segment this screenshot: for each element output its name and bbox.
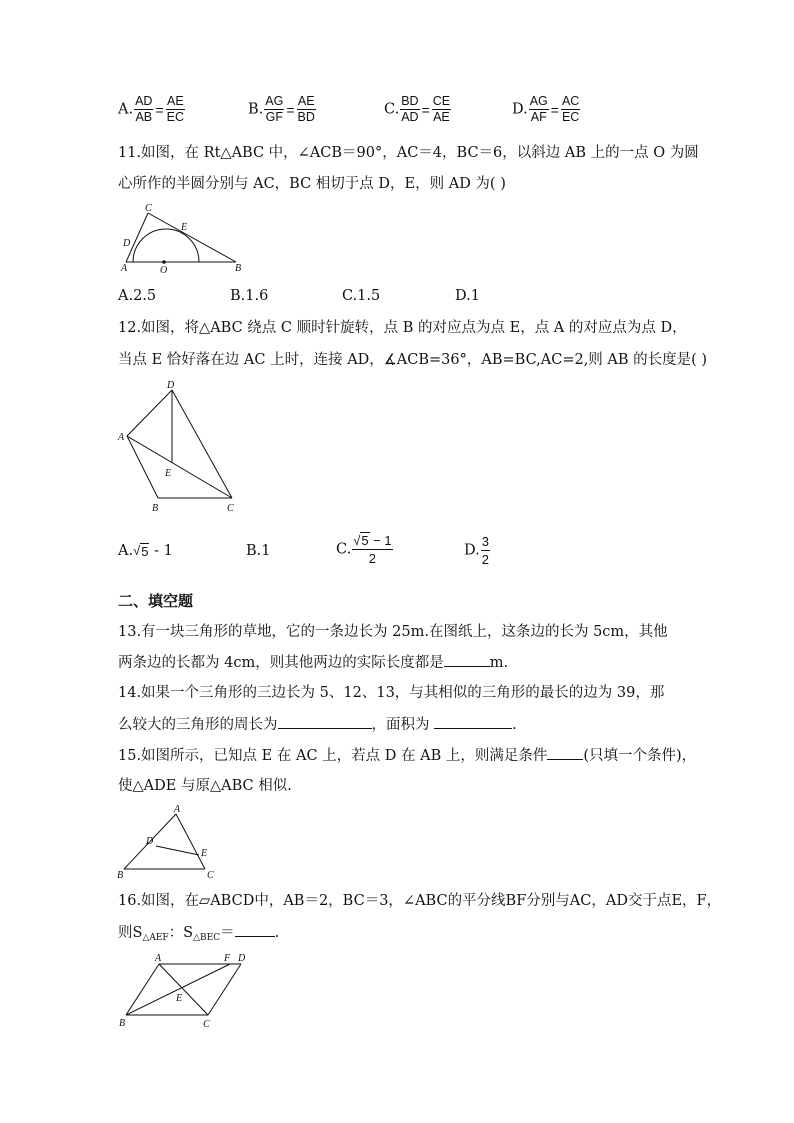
q15-figure: [112, 804, 222, 880]
q12-label-c: C: [227, 503, 234, 514]
q11-option-c: C.1.5: [342, 288, 381, 304]
option-label: B.: [248, 101, 264, 118]
numerator: CE: [432, 94, 451, 108]
q12-option-a: [118, 543, 173, 559]
q13-text: 两条边的长都为 4cm，则其他两边的实际长度都是: [118, 655, 444, 671]
q15-text-line2: 使△ADE 与原△ABC 相似.: [118, 778, 292, 794]
q12-label-b: B: [152, 503, 159, 514]
fraction: [134, 94, 153, 125]
q11-label-o: O: [160, 265, 168, 276]
q11-option-a: A.2.5: [118, 288, 157, 304]
option-label: C.: [384, 101, 400, 118]
numerator-suffix: − 1: [369, 533, 392, 548]
numerator: AD: [135, 94, 153, 108]
q16-text-line2: [118, 922, 279, 948]
section-title: 二、填空题: [118, 593, 194, 610]
q16-subscript-bec: △BEC: [193, 933, 221, 943]
radicand: 5: [141, 544, 149, 559]
equals-sign: ＝: [220, 925, 235, 941]
q15-text-line1: [118, 745, 696, 766]
q16-label-a: A: [155, 953, 162, 964]
denominator: AF: [530, 110, 547, 124]
numerator: AC: [561, 94, 580, 108]
q16-answer-blank[interactable]: [235, 922, 275, 937]
q10-option-d: [512, 94, 581, 125]
numerator: AG: [529, 94, 548, 108]
option-label: A.: [118, 543, 134, 559]
q15-label-d: D: [146, 836, 154, 847]
q11-label-c: C: [145, 203, 152, 214]
q11-text-line1: 11.如图，在 Rt△ABC 中，∠ACB＝90°，AC＝4，BC＝6，以斜边 AB 上的一点 O 为圆: [118, 145, 699, 161]
q11-label-b: B: [235, 263, 242, 274]
q12-option-c: [336, 532, 394, 567]
fraction: [400, 94, 419, 125]
q14-period: .: [512, 717, 517, 733]
radicand: 5: [361, 533, 369, 548]
numerator: AE: [297, 94, 315, 108]
q11-figure: [118, 202, 248, 276]
q16-label-e: E: [176, 993, 183, 1004]
q16-subscript-aef: △AEF: [142, 933, 169, 943]
numerator: AG: [265, 94, 284, 108]
q11-label-e: E: [181, 222, 188, 233]
q13-text-line2: [118, 652, 508, 673]
option-label: C.: [336, 541, 352, 558]
fraction: [432, 94, 451, 125]
q12-option-d: [464, 533, 491, 568]
denominator: EC: [561, 110, 580, 124]
q16-figure: [116, 950, 256, 1032]
q11-label-d: D: [123, 238, 131, 249]
denominator: 2: [481, 552, 489, 567]
option-label: D.: [464, 542, 480, 559]
numerator: 3: [481, 534, 489, 549]
q14-text: 么较大的三角形的周长为: [118, 717, 278, 733]
q15-condition-blank[interactable]: [547, 745, 583, 760]
option-suffix: - 1: [149, 543, 173, 559]
q10-option-b: [248, 94, 317, 125]
q11-text-line2: 心所作的半圆分别与 AC，BC 相切于点 D，E，则 AD 为( ): [118, 176, 506, 192]
q10-option-a: [118, 94, 186, 125]
q16-text-line1: 16.如图，在▱ABCD中，AB＝2，BC＝3，∠ABC的平分线BF分别与AC，AD交于点E，F，: [118, 893, 722, 909]
equals-sign: =: [421, 101, 430, 118]
equals-sign: =: [550, 101, 559, 118]
option-label: D.: [512, 101, 528, 118]
q14-text-mid: ，面积为: [371, 717, 435, 733]
q15-label-e: E: [201, 848, 208, 859]
q15-label-b: B: [117, 870, 124, 880]
q16-label-b: B: [119, 1018, 126, 1029]
q12-text-line1: 12.如图，将△ABC 绕点 C 顺时针旋转，点 B 的对应点为点 E，点 A 的对应点为点 D，: [118, 320, 687, 336]
fraction: [166, 94, 185, 125]
q15-label-a: A: [174, 804, 181, 815]
fraction: [561, 94, 580, 125]
denominator: AE: [433, 110, 450, 124]
q14-area-blank[interactable]: [434, 714, 512, 729]
q15-label-c: C: [207, 870, 214, 880]
q16-period: .: [274, 925, 280, 941]
q16-label-d: D: [238, 953, 246, 964]
q12-option-b: B.1: [246, 543, 271, 559]
denominator: EC: [166, 110, 185, 124]
q13-answer-blank[interactable]: [444, 652, 490, 667]
option-label: A.: [118, 101, 134, 118]
q16-label-f: F: [224, 953, 231, 964]
q15-text: 15.如图所示，已知点 E 在 AC 上，若点 D 在 AB 上，则满足条件: [118, 748, 548, 764]
q12-text-line2: 当点 E 恰好落在边 AC 上时，连接 AD，∡ACB=36°，AB=BC,AC=2,则 AB 的长度是( ): [118, 352, 708, 368]
q12-label-e: E: [165, 468, 172, 479]
q11-option-d: D.1: [455, 288, 480, 304]
fraction: [352, 532, 392, 567]
q11-label-a: A: [121, 263, 128, 274]
denominator: 2: [368, 551, 377, 566]
sqrt-expression: √ 5: [353, 533, 369, 548]
q10-option-c: [384, 94, 452, 125]
q14-text-line1: 14.如果一个三角形的三边长为 5、12、13，与其相似的三角形的最长的边为 39，那: [118, 685, 665, 701]
q12-label-d: D: [167, 380, 175, 391]
denominator: AB: [135, 110, 153, 124]
numerator: BD: [401, 94, 419, 108]
fraction: [529, 94, 549, 125]
fraction: [481, 533, 490, 568]
q16-text-mid: ：S: [168, 925, 194, 941]
q16-text: 则S: [118, 925, 143, 941]
q14-text-line2: [118, 714, 517, 735]
equals-sign: =: [155, 101, 164, 118]
fraction: [297, 94, 316, 125]
q15-text-post: (只填一个条件)，: [583, 748, 697, 764]
denominator: GF: [265, 110, 283, 124]
sqrt-expression: √ 5: [133, 543, 149, 559]
numerator: [352, 532, 392, 550]
q16-label-c: C: [203, 1019, 210, 1030]
equals-sign: =: [286, 101, 295, 118]
q12-figure: [115, 378, 245, 518]
q11-option-b: B.1.6: [230, 288, 269, 304]
denominator: AD: [401, 110, 419, 124]
numerator: AE: [167, 94, 184, 108]
q13-unit: m.: [489, 655, 509, 671]
q14-perimeter-blank[interactable]: [278, 714, 372, 729]
q12-label-a: A: [118, 432, 125, 443]
q13-text-line1: 13.有一块三角形的草地，它的一条边长为 25m.在图纸上，这条边的长为 5cm，其他: [118, 624, 668, 640]
fraction: [264, 94, 284, 125]
denominator: BD: [297, 110, 315, 124]
